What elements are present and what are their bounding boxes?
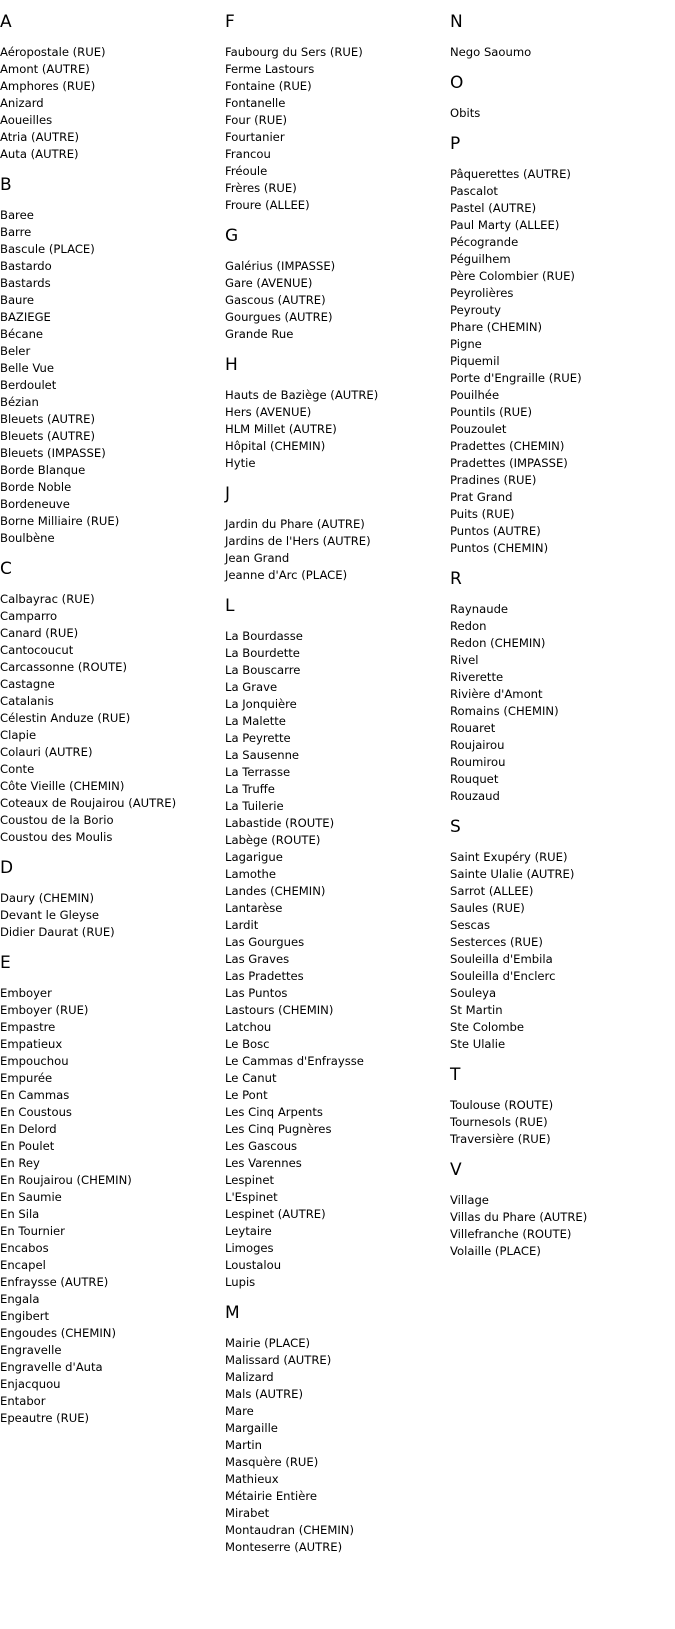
street-entry-latchou: Latchou — [225, 1020, 272, 1034]
street-entry-lupis: Lupis — [225, 1275, 256, 1289]
street-entry-labastide-route: Labastide (ROUTE) — [225, 816, 335, 830]
street-entry-souleya: Souleya — [450, 986, 497, 1000]
street-entry-redon-chemin: Redon (CHEMIN) — [450, 636, 546, 650]
street-entry-sainte-ulalie-autre: Sainte Ulalie (AUTRE) — [450, 867, 575, 881]
street-entry-obits: Obits — [450, 106, 481, 120]
street-list — [225, 516, 440, 584]
street-entry-la-bourdette: La Bourdette — [225, 646, 300, 660]
street-entry-loustalou: Loustalou — [225, 1258, 282, 1272]
street-entry-la-bouscarre: La Bouscarre — [225, 663, 301, 677]
street-entry-borne-milliaire-rue: Borne Milliaire (RUE) — [0, 514, 120, 528]
section-letter-heading: V — [450, 1160, 462, 1180]
street-entry-las-pradettes: Las Pradettes — [225, 969, 304, 983]
street-entry-castagne: Castagne — [0, 677, 55, 691]
street-entry-pradettes-impasse: Pradettes (IMPASSE) — [450, 456, 568, 470]
street-entry-phare-chemin: Phare (CHEMIN) — [450, 320, 543, 334]
section-letter-heading: O — [450, 73, 464, 93]
section-letter-heading: M — [225, 1303, 240, 1323]
street-entry-ste-ulalie: Ste Ulalie — [450, 1037, 506, 1051]
street-entry-canard-rue: Canard (RUE) — [0, 626, 79, 640]
street-entry-souleilla-d-embila: Souleilla d'Embila — [450, 952, 553, 966]
street-entry-engibert: Engibert — [0, 1309, 50, 1323]
street-entry-leytaire: Leytaire — [225, 1224, 272, 1238]
column-3 — [450, 0, 665, 1272]
street-entry-mals-autre: Mals (AUTRE) — [225, 1387, 303, 1401]
street-list — [225, 44, 440, 214]
street-entry-pountils-rue: Pountils (RUE) — [450, 405, 532, 419]
street-entry-roujairou: Roujairou — [450, 738, 505, 752]
section-letter-heading: N — [450, 12, 463, 32]
street-entry-cote-vieille-chemin: Côte Vieille (CHEMIN) — [0, 779, 125, 793]
street-list — [0, 985, 215, 1427]
section-t — [450, 1065, 665, 1148]
street-entry-bastards: Bastards — [0, 276, 51, 290]
street-entry-le-bosc: Le Bosc — [225, 1037, 270, 1051]
street-list — [450, 849, 665, 1053]
street-entry-hauts-de-baziege-autre: Hauts de Baziège (AUTRE) — [225, 388, 379, 402]
section-j — [225, 484, 440, 584]
street-entry-jean-grand: Jean Grand — [225, 551, 290, 565]
section-letter-heading: R — [450, 569, 462, 589]
street-entry-en-tournier: En Tournier — [0, 1224, 65, 1238]
street-list — [450, 44, 665, 61]
street-entry-la-sausenne: La Sausenne — [225, 748, 300, 762]
street-entry-encapel: Encapel — [0, 1258, 46, 1272]
street-list — [225, 387, 440, 472]
street-entry-carcassonne-route: Carcassonne (ROUTE) — [0, 660, 127, 674]
street-entry-lardit: Lardit — [225, 918, 259, 932]
street-list — [0, 207, 215, 547]
section-s — [450, 817, 665, 1053]
street-entry-hlm-millet-autre: HLM Millet (AUTRE) — [225, 422, 337, 436]
section-r — [450, 569, 665, 805]
street-entry-celestin-anduze-rue: Célestin Anduze (RUE) — [0, 711, 131, 725]
section-b — [0, 175, 215, 547]
street-entry-lamothe: Lamothe — [225, 867, 276, 881]
street-entry-pouilhee: Pouilhée — [450, 388, 500, 402]
street-entry-nego-saoumo: Nego Saoumo — [450, 45, 532, 59]
section-n — [450, 12, 665, 61]
street-entry-peyrolieres: Peyrolières — [450, 286, 514, 300]
street-list — [225, 628, 440, 1291]
street-entry-porte-d-engraille-rue: Porte d'Engraille (RUE) — [450, 371, 582, 385]
street-entry-toulouse-route: Toulouse (ROUTE) — [450, 1098, 554, 1112]
street-entry-mirabet: Mirabet — [225, 1506, 270, 1520]
street-entry-encabos: Encabos — [0, 1241, 49, 1255]
street-entry-borde-noble: Borde Noble — [0, 480, 72, 494]
street-entry-borde-blanque: Borde Blanque — [0, 463, 86, 477]
street-entry-en-coustous: En Coustous — [0, 1105, 72, 1119]
street-entry-enjacquou: Enjacquou — [0, 1377, 61, 1391]
street-list — [450, 166, 665, 557]
street-entry-freoule: Fréoule — [225, 164, 268, 178]
street-entry-atria-autre: Atria (AUTRE) — [0, 130, 79, 144]
section-l — [225, 596, 440, 1291]
street-entry-bleuets-autre: Bleuets (AUTRE) — [0, 412, 95, 426]
street-entry-calbayrac-rue: Calbayrac (RUE) — [0, 592, 95, 606]
section-letter-heading: G — [225, 226, 239, 246]
street-entry-faubourg-du-sers-rue: Faubourg du Sers (RUE) — [225, 45, 363, 59]
street-list — [450, 105, 665, 122]
street-entry-cantocoucut: Cantocoucut — [0, 643, 74, 657]
street-entry-village: Village — [450, 1193, 489, 1207]
street-entry-mathieux: Mathieux — [225, 1472, 279, 1486]
street-entry-conte: Conte — [0, 762, 35, 776]
street-entry-saint-exupery-rue: Saint Exupéry (RUE) — [450, 850, 568, 864]
street-entry-las-puntos: Las Puntos — [225, 986, 288, 1000]
street-entry-gascous-autre: Gascous (AUTRE) — [225, 293, 326, 307]
street-entry-les-cinq-arpents: Les Cinq Arpents — [225, 1105, 323, 1119]
street-entry-las-gourgues: Las Gourgues — [225, 935, 305, 949]
street-entry-aoueilles: Aoueilles — [0, 113, 53, 127]
street-entry-mare: Mare — [225, 1404, 254, 1418]
street-entry-le-pont: Le Pont — [225, 1088, 268, 1102]
street-entry-riverette: Riverette — [450, 670, 504, 684]
street-entry-bleuets-autre: Bleuets (AUTRE) — [0, 429, 95, 443]
street-entry-romains-chemin: Romains (CHEMIN) — [450, 704, 559, 718]
street-entry-emboyer: Emboyer — [0, 986, 52, 1000]
street-entry-belle-vue: Belle Vue — [0, 361, 54, 375]
section-a — [0, 12, 215, 163]
street-entry-froure-allee: Froure (ALLEE) — [225, 198, 310, 212]
street-entry-prat-grand: Prat Grand — [450, 490, 513, 504]
street-entry-pastel-autre: Pastel (AUTRE) — [450, 201, 537, 215]
street-entry-anizard: Anizard — [0, 96, 44, 110]
street-entry-le-canut: Le Canut — [225, 1071, 277, 1085]
street-list — [450, 601, 665, 805]
street-entry-fontanelle: Fontanelle — [225, 96, 286, 110]
street-entry-baziege: BAZIEGE — [0, 310, 51, 324]
section-letter-heading: J — [225, 484, 231, 504]
street-entry-fontaine-rue: Fontaine (RUE) — [225, 79, 312, 93]
street-entry-paquerettes-autre: Pâquerettes (AUTRE) — [450, 167, 571, 181]
street-entry-bleuets-impasse: Bleuets (IMPASSE) — [0, 446, 106, 460]
street-entry-la-tuilerie: La Tuilerie — [225, 799, 284, 813]
street-entry-empouchou: Empouchou — [0, 1054, 69, 1068]
section-letter-heading: C — [0, 559, 12, 579]
street-entry-rouquet: Rouquet — [450, 772, 499, 786]
street-entry-hytie: Hytie — [225, 456, 256, 470]
section-h — [225, 355, 440, 472]
section-letter-heading: L — [225, 596, 235, 616]
street-entry-pradines-rue: Pradines (RUE) — [450, 473, 537, 487]
street-entry-devant-le-gleyse: Devant le Gleyse — [0, 908, 100, 922]
section-letter-heading: A — [0, 12, 12, 32]
street-entry-landes-chemin: Landes (CHEMIN) — [225, 884, 326, 898]
street-entry-en-delord: En Delord — [0, 1122, 57, 1136]
street-entry-beler: Beler — [0, 344, 31, 358]
street-entry-jardin-du-phare-autre: Jardin du Phare (AUTRE) — [225, 517, 365, 531]
street-entry-puntos-autre: Puntos (AUTRE) — [450, 524, 541, 538]
street-entry-jardins-de-l-hers-autre: Jardins de l'Hers (AUTRE) — [225, 534, 371, 548]
street-entry-lagarigue: Lagarigue — [225, 850, 283, 864]
street-entry-gare-avenue: Gare (AVENUE) — [225, 276, 313, 290]
street-entry-auta-autre: Auta (AUTRE) — [0, 147, 79, 161]
street-entry-camparro: Camparro — [0, 609, 58, 623]
street-entry-la-truffe: La Truffe — [225, 782, 275, 796]
street-entry-barre: Barre — [0, 225, 32, 239]
street-entry-sesterces-rue: Sesterces (RUE) — [450, 935, 543, 949]
street-entry-les-gascous: Les Gascous — [225, 1139, 298, 1153]
street-entry-aeropostale-rue: Aéropostale (RUE) — [0, 45, 106, 59]
street-entry-berdoulet: Berdoulet — [0, 378, 57, 392]
street-entry-jeanne-d-arc-place: Jeanne d'Arc (PLACE) — [225, 568, 348, 582]
section-v — [450, 1160, 665, 1260]
street-entry-grande-rue: Grande Rue — [225, 327, 294, 341]
street-entry-sarrot-allee: Sarrot (ALLEE) — [450, 884, 534, 898]
street-entry-pouzoulet: Pouzoulet — [450, 422, 507, 436]
street-entry-lespinet-autre: Lespinet (AUTRE) — [225, 1207, 326, 1221]
street-entry-puits-rue: Puits (RUE) — [450, 507, 515, 521]
street-list — [0, 890, 215, 941]
section-letter-heading: D — [0, 858, 14, 878]
street-entry-hers-avenue: Hers (AVENUE) — [225, 405, 312, 419]
street-entry-roumirou: Roumirou — [450, 755, 506, 769]
street-entry-la-peyrette: La Peyrette — [225, 731, 291, 745]
street-entry-entabor: Entabor — [0, 1394, 46, 1408]
street-entry-lespinet: Lespinet — [225, 1173, 275, 1187]
street-entry-bordeneuve: Bordeneuve — [0, 497, 70, 511]
section-letter-heading: B — [0, 175, 12, 195]
section-g — [225, 226, 440, 343]
street-entry-lastours-chemin: Lastours (CHEMIN) — [225, 1003, 334, 1017]
street-entry-malissard-autre: Malissard (AUTRE) — [225, 1353, 332, 1367]
street-entry-didier-daurat-rue: Didier Daurat (RUE) — [0, 925, 115, 939]
street-entry-souleilla-d-enclerc: Souleilla d'Enclerc — [450, 969, 556, 983]
street-entry-tournesols-rue: Tournesols (RUE) — [450, 1115, 548, 1129]
street-list — [225, 258, 440, 343]
street-entry-villas-du-phare-autre: Villas du Phare (AUTRE) — [450, 1210, 588, 1224]
street-list — [0, 591, 215, 846]
street-entry-gourgues-autre: Gourgues (AUTRE) — [225, 310, 333, 324]
street-entry-la-malette: La Malette — [225, 714, 286, 728]
street-entry-en-cammas: En Cammas — [0, 1088, 70, 1102]
section-m — [225, 1303, 440, 1556]
street-list — [0, 44, 215, 163]
street-entry-lantarese: Lantarèse — [225, 901, 283, 915]
section-letter-heading: H — [225, 355, 238, 375]
street-list — [450, 1192, 665, 1260]
street-entry-martin: Martin — [225, 1438, 262, 1452]
street-list — [225, 1335, 440, 1556]
street-entry-peyrouty: Peyrouty — [450, 303, 501, 317]
street-entry-daury-chemin: Daury (CHEMIN) — [0, 891, 94, 905]
street-entry-empastre: Empastre — [0, 1020, 56, 1034]
street-entry-coteaux-de-roujairou-autre: Coteaux de Roujairou (AUTRE) — [0, 796, 177, 810]
street-entry-le-cammas-d-enfraysse: Le Cammas d'Enfraysse — [225, 1054, 364, 1068]
street-entry-fourtanier: Fourtanier — [225, 130, 285, 144]
section-e — [0, 953, 215, 1427]
street-entry-bastardo: Bastardo — [0, 259, 52, 273]
street-entry-freres-rue: Frères (RUE) — [225, 181, 297, 195]
street-entry-engravelle-d-auta: Engravelle d'Auta — [0, 1360, 103, 1374]
street-entry-ste-colombe: Ste Colombe — [450, 1020, 525, 1034]
street-entry-en-rey: En Rey — [0, 1156, 40, 1170]
street-entry-volaille-place: Volaille (PLACE) — [450, 1244, 541, 1258]
street-entry-pigne: Pigne — [450, 337, 482, 351]
street-entry-mairie-place: Mairie (PLACE) — [225, 1336, 311, 1350]
street-entry-boulbene: Boulbène — [0, 531, 55, 545]
street-entry-la-jonquiere: La Jonquière — [225, 697, 297, 711]
street-entry-sescas: Sescas — [450, 918, 491, 932]
street-entry-masquere-rue: Masquère (RUE) — [225, 1455, 319, 1469]
street-entry-rivel: Rivel — [450, 653, 479, 667]
street-entry-engoudes-chemin: Engoudes (CHEMIN) — [0, 1326, 116, 1340]
street-entry-montaudran-chemin: Montaudran (CHEMIN) — [225, 1523, 354, 1537]
street-entry-pradettes-chemin: Pradettes (CHEMIN) — [450, 439, 565, 453]
street-entry-galerius-impasse: Galérius (IMPASSE) — [225, 259, 336, 273]
street-entry-la-grave: La Grave — [225, 680, 278, 694]
street-entry-baree: Baree — [0, 208, 34, 222]
street-entry-st-martin: St Martin — [450, 1003, 503, 1017]
street-entry-en-roujairou-chemin: En Roujairou (CHEMIN) — [0, 1173, 132, 1187]
street-entry-bascule-place: Bascule (PLACE) — [0, 242, 95, 256]
street-entry-four-rue: Four (RUE) — [225, 113, 288, 127]
street-entry-engala: Engala — [0, 1292, 40, 1306]
street-entry-piquemil: Piquemil — [450, 354, 500, 368]
street-entry-peguilhem: Péguilhem — [450, 252, 511, 266]
street-entry-riviere-d-amont: Rivière d'Amont — [450, 687, 543, 701]
street-entry-becane: Bécane — [0, 327, 44, 341]
street-entry-coustou-de-la-borio: Coustou de la Borio — [0, 813, 114, 827]
street-list — [450, 1097, 665, 1148]
section-letter-heading: T — [450, 1065, 461, 1085]
street-entry-paul-marty-allee: Paul Marty (ALLEE) — [450, 218, 560, 232]
street-entry-saules-rue: Saules (RUE) — [450, 901, 525, 915]
street-entry-traversiere-rue: Traversière (RUE) — [450, 1132, 551, 1146]
street-entry-clapie: Clapie — [0, 728, 37, 742]
street-entry-metairie-entiere: Métairie Entière — [225, 1489, 318, 1503]
street-entry-engravelle: Engravelle — [0, 1343, 62, 1357]
street-entry-la-terrasse: La Terrasse — [225, 765, 291, 779]
street-entry-la-bourdasse: La Bourdasse — [225, 629, 303, 643]
street-entry-enfraysse-autre: Enfraysse (AUTRE) — [0, 1275, 109, 1289]
section-c — [0, 559, 215, 846]
section-o — [450, 73, 665, 122]
street-entry-rouaret: Rouaret — [450, 721, 496, 735]
street-entry-les-cinq-pugneres: Les Cinq Pugnères — [225, 1122, 332, 1136]
section-letter-heading: E — [0, 953, 11, 973]
street-entry-en-sila: En Sila — [0, 1207, 40, 1221]
section-p — [450, 134, 665, 557]
street-entry-pere-colombier-rue: Père Colombier (RUE) — [450, 269, 575, 283]
street-entry-bezian: Bézian — [0, 395, 39, 409]
street-entry-monteserre-autre: Monteserre (AUTRE) — [225, 1540, 343, 1554]
street-entry-catalanis: Catalanis — [0, 694, 54, 708]
column-1 — [0, 0, 215, 1439]
street-entry-en-saumie: En Saumie — [0, 1190, 62, 1204]
section-letter-heading: P — [450, 134, 461, 154]
street-entry-coustou-des-moulis: Coustou des Moulis — [0, 830, 113, 844]
street-entry-amont-autre: Amont (AUTRE) — [0, 62, 90, 76]
section-letter-heading: S — [450, 817, 461, 837]
street-entry-amphores-rue: Amphores (RUE) — [0, 79, 96, 93]
street-entry-hopital-chemin: Hôpital (CHEMIN) — [225, 439, 326, 453]
street-entry-emboyer-rue: Emboyer (RUE) — [0, 1003, 89, 1017]
street-entry-empuree: Empurée — [0, 1071, 53, 1085]
street-entry-las-graves: Las Graves — [225, 952, 290, 966]
street-entry-puntos-chemin: Puntos (CHEMIN) — [450, 541, 549, 555]
street-entry-labege-route: Labège (ROUTE) — [225, 833, 321, 847]
section-f — [225, 12, 440, 214]
street-entry-francou: Francou — [225, 147, 271, 161]
section-d — [0, 858, 215, 941]
street-entry-villefranche-route: Villefranche (ROUTE) — [450, 1227, 572, 1241]
street-entry-margaille: Margaille — [225, 1421, 278, 1435]
street-entry-epeautre-rue: Epeautre (RUE) — [0, 1411, 90, 1425]
street-entry-malizard: Malizard — [225, 1370, 274, 1384]
street-entry-colauri-autre: Colauri (AUTRE) — [0, 745, 93, 759]
street-entry-pecogrande: Pécogrande — [450, 235, 519, 249]
column-2 — [225, 0, 440, 1568]
street-entry-redon: Redon — [450, 619, 487, 633]
street-entry-limoges: Limoges — [225, 1241, 274, 1255]
street-entry-les-varennes: Les Varennes — [225, 1156, 302, 1170]
street-entry-rouzaud: Rouzaud — [450, 789, 500, 803]
street-entry-raynaude: Raynaude — [450, 602, 509, 616]
section-letter-heading: F — [225, 12, 235, 32]
street-entry-en-poulet: En Poulet — [0, 1139, 55, 1153]
street-entry-empatieux: Empatieux — [0, 1037, 63, 1051]
street-entry-l-espinet: L'Espinet — [225, 1190, 278, 1204]
street-entry-ferme-lastours: Ferme Lastours — [225, 62, 315, 76]
street-entry-baure: Baure — [0, 293, 35, 307]
street-entry-pascalot: Pascalot — [450, 184, 498, 198]
